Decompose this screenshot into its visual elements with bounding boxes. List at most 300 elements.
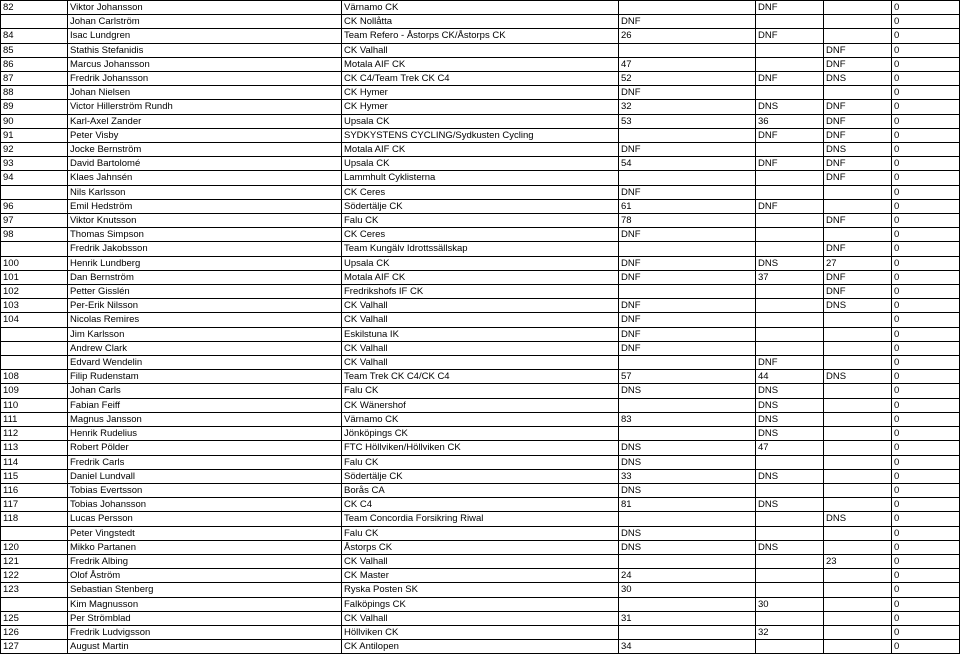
club-cell: Värnamo CK: [342, 412, 619, 426]
race2-cell: [756, 57, 824, 71]
race2-cell: DNF: [756, 356, 824, 370]
rider-name-cell: Nicolas Remires: [68, 313, 342, 327]
rider-name-cell: Fabian Feiff: [68, 398, 342, 412]
club-cell: Södertälje CK: [342, 469, 619, 483]
race1-cell: DNF: [619, 86, 756, 100]
rider-name-cell: Viktor Johansson: [68, 1, 342, 15]
rider-name-cell: Victor Hillerström Rundh: [68, 100, 342, 114]
club-cell: Fredrikshofs IF CK: [342, 285, 619, 299]
club-cell: Upsala CK: [342, 256, 619, 270]
points-cell: 0: [892, 469, 960, 483]
race3-cell: [824, 625, 892, 639]
table-row: [1, 625, 960, 639]
table-row: [1, 455, 960, 469]
race2-cell: DNS: [756, 398, 824, 412]
place-cell: [1, 242, 68, 256]
race3-cell: [824, 483, 892, 497]
race3-cell: [824, 583, 892, 597]
points-cell: 0: [892, 114, 960, 128]
rider-name-cell: Tobias Evertsson: [68, 483, 342, 497]
race2-cell: [756, 554, 824, 568]
race2-cell: DNF: [756, 128, 824, 142]
race1-cell: [619, 128, 756, 142]
club-cell: Falu CK: [342, 455, 619, 469]
table-row: [1, 370, 960, 384]
place-cell: 112: [1, 427, 68, 441]
race2-cell: 36: [756, 114, 824, 128]
table-row: [1, 114, 960, 128]
club-cell: Motala AIF CK: [342, 57, 619, 71]
place-cell: 118: [1, 512, 68, 526]
place-cell: 91: [1, 128, 68, 142]
race2-cell: [756, 569, 824, 583]
club-cell: Borås CA: [342, 483, 619, 497]
rider-name-cell: Robert Pölder: [68, 441, 342, 455]
race1-cell: DNF: [619, 341, 756, 355]
club-cell: CK Master: [342, 569, 619, 583]
race2-cell: [756, 242, 824, 256]
club-cell: CK Antilopen: [342, 640, 619, 654]
race2-cell: [756, 171, 824, 185]
race1-cell: DNF: [619, 313, 756, 327]
race2-cell: 44: [756, 370, 824, 384]
points-cell: 0: [892, 228, 960, 242]
race3-cell: [824, 427, 892, 441]
table-row: [1, 441, 960, 455]
race2-cell: [756, 86, 824, 100]
place-cell: 96: [1, 199, 68, 213]
place-cell: 117: [1, 498, 68, 512]
race3-cell: [824, 398, 892, 412]
place-cell: [1, 185, 68, 199]
race1-cell: DNS: [619, 455, 756, 469]
club-cell: Värnamo CK: [342, 1, 619, 15]
race3-cell: [824, 86, 892, 100]
race3-cell: DNS: [824, 143, 892, 157]
table-row: [1, 569, 960, 583]
club-cell: CK Ceres: [342, 228, 619, 242]
place-cell: [1, 341, 68, 355]
rider-name-cell: Johan Carls: [68, 384, 342, 398]
place-cell: 113: [1, 441, 68, 455]
table-row: [1, 143, 960, 157]
race3-cell: [824, 469, 892, 483]
club-cell: Upsala CK: [342, 114, 619, 128]
club-cell: Team Kungälv Idrottssällskap: [342, 242, 619, 256]
place-cell: 97: [1, 214, 68, 228]
table-row: [1, 427, 960, 441]
race3-cell: DNF: [824, 128, 892, 142]
race3-cell: [824, 199, 892, 213]
place-cell: 103: [1, 299, 68, 313]
results-body: [1, 1, 960, 654]
rider-name-cell: Nils Karlsson: [68, 185, 342, 199]
rider-name-cell: Isac Lundgren: [68, 29, 342, 43]
rider-name-cell: Jim Karlsson: [68, 327, 342, 341]
place-cell: 115: [1, 469, 68, 483]
table-row: [1, 72, 960, 86]
place-cell: [1, 15, 68, 29]
club-cell: CK Valhall: [342, 299, 619, 313]
points-cell: 0: [892, 72, 960, 86]
race1-cell: 53: [619, 114, 756, 128]
club-cell: Motala AIF CK: [342, 270, 619, 284]
rider-name-cell: Edvard Wendelin: [68, 356, 342, 370]
race1-cell: [619, 242, 756, 256]
rider-name-cell: Marcus Johansson: [68, 57, 342, 71]
race1-cell: [619, 554, 756, 568]
club-cell: CK Hymer: [342, 86, 619, 100]
table-row: [1, 412, 960, 426]
race2-cell: [756, 185, 824, 199]
race2-cell: 32: [756, 625, 824, 639]
race3-cell: [824, 640, 892, 654]
race2-cell: [756, 299, 824, 313]
race3-cell: DNS: [824, 512, 892, 526]
race2-cell: [756, 214, 824, 228]
race2-cell: [756, 483, 824, 497]
table-row: [1, 327, 960, 341]
rider-name-cell: David Bartolomé: [68, 157, 342, 171]
race1-cell: DNS: [619, 441, 756, 455]
rider-name-cell: Emil Hedström: [68, 199, 342, 213]
race1-cell: 57: [619, 370, 756, 384]
race1-cell: 26: [619, 29, 756, 43]
club-cell: CK Valhall: [342, 554, 619, 568]
place-cell: 122: [1, 569, 68, 583]
place-cell: 110: [1, 398, 68, 412]
race1-cell: [619, 597, 756, 611]
race2-cell: [756, 583, 824, 597]
club-cell: CK Valhall: [342, 611, 619, 625]
points-cell: 0: [892, 214, 960, 228]
race1-cell: 83: [619, 412, 756, 426]
race3-cell: DNF: [824, 171, 892, 185]
race1-cell: 54: [619, 157, 756, 171]
race2-cell: [756, 611, 824, 625]
points-cell: 0: [892, 299, 960, 313]
place-cell: 126: [1, 625, 68, 639]
table-row: [1, 100, 960, 114]
place-cell: 111: [1, 412, 68, 426]
race1-cell: 52: [619, 72, 756, 86]
rider-name-cell: Per-Erik Nilsson: [68, 299, 342, 313]
race2-cell: DNS: [756, 469, 824, 483]
points-cell: 0: [892, 512, 960, 526]
points-cell: 0: [892, 327, 960, 341]
rider-name-cell: Fredrik Johansson: [68, 72, 342, 86]
table-row: [1, 526, 960, 540]
table-row: [1, 43, 960, 57]
race2-cell: DNF: [756, 199, 824, 213]
place-cell: 82: [1, 1, 68, 15]
table-row: [1, 356, 960, 370]
table-row: [1, 611, 960, 625]
race2-cell: DNS: [756, 384, 824, 398]
race2-cell: [756, 228, 824, 242]
rider-name-cell: Fredrik Albing: [68, 554, 342, 568]
club-cell: CK Wänershof: [342, 398, 619, 412]
points-cell: 0: [892, 441, 960, 455]
points-cell: 0: [892, 597, 960, 611]
rider-name-cell: Peter Visby: [68, 128, 342, 142]
rider-name-cell: Viktor Knutsson: [68, 214, 342, 228]
race3-cell: [824, 313, 892, 327]
rider-name-cell: Daniel Lundvall: [68, 469, 342, 483]
place-cell: 108: [1, 370, 68, 384]
race3-cell: [824, 540, 892, 554]
rider-name-cell: Lucas Persson: [68, 512, 342, 526]
points-cell: 0: [892, 611, 960, 625]
points-cell: 0: [892, 412, 960, 426]
race2-cell: [756, 143, 824, 157]
race1-cell: DNS: [619, 483, 756, 497]
race1-cell: [619, 427, 756, 441]
race2-cell: DNF: [756, 72, 824, 86]
points-cell: 0: [892, 15, 960, 29]
rider-name-cell: Karl-Axel Zander: [68, 114, 342, 128]
race3-cell: [824, 29, 892, 43]
race3-cell: [824, 526, 892, 540]
club-cell: Falu CK: [342, 526, 619, 540]
race2-cell: 30: [756, 597, 824, 611]
rider-name-cell: Fredrik Ludvigsson: [68, 625, 342, 639]
points-cell: 0: [892, 256, 960, 270]
points-cell: 0: [892, 29, 960, 43]
race2-cell: DNS: [756, 427, 824, 441]
club-cell: CK Valhall: [342, 341, 619, 355]
points-cell: 0: [892, 285, 960, 299]
race2-cell: 37: [756, 270, 824, 284]
points-cell: 0: [892, 157, 960, 171]
place-cell: 125: [1, 611, 68, 625]
place-cell: 109: [1, 384, 68, 398]
club-cell: CK Valhall: [342, 43, 619, 57]
race3-cell: [824, 611, 892, 625]
race3-cell: DNF: [824, 100, 892, 114]
rider-name-cell: Magnus Jansson: [68, 412, 342, 426]
table-row: [1, 597, 960, 611]
table-row: [1, 285, 960, 299]
table-row: [1, 256, 960, 270]
race1-cell: [619, 356, 756, 370]
table-row: [1, 228, 960, 242]
club-cell: Eskilstuna IK: [342, 327, 619, 341]
club-cell: Ryska Posten SK: [342, 583, 619, 597]
club-cell: Falköpings CK: [342, 597, 619, 611]
race3-cell: [824, 384, 892, 398]
club-cell: Motala AIF CK: [342, 143, 619, 157]
table-row: [1, 242, 960, 256]
rider-name-cell: Per Strömblad: [68, 611, 342, 625]
rider-name-cell: Kim Magnusson: [68, 597, 342, 611]
race3-cell: DNS: [824, 72, 892, 86]
place-cell: 121: [1, 554, 68, 568]
points-cell: 0: [892, 384, 960, 398]
points-cell: 0: [892, 356, 960, 370]
race1-cell: DNF: [619, 270, 756, 284]
race1-cell: DNF: [619, 143, 756, 157]
race3-cell: DNF: [824, 285, 892, 299]
race1-cell: 47: [619, 57, 756, 71]
points-cell: 0: [892, 199, 960, 213]
race3-cell: [824, 327, 892, 341]
race2-cell: DNS: [756, 412, 824, 426]
points-cell: 0: [892, 86, 960, 100]
race1-cell: [619, 512, 756, 526]
points-cell: 0: [892, 43, 960, 57]
race2-cell: [756, 512, 824, 526]
table-row: [1, 15, 960, 29]
points-cell: 0: [892, 313, 960, 327]
race3-cell: [824, 441, 892, 455]
table-row: [1, 554, 960, 568]
race1-cell: DNF: [619, 299, 756, 313]
race3-cell: DNF: [824, 43, 892, 57]
race1-cell: DNF: [619, 15, 756, 29]
table-row: [1, 185, 960, 199]
place-cell: 100: [1, 256, 68, 270]
place-cell: 114: [1, 455, 68, 469]
rider-name-cell: Mikko Partanen: [68, 540, 342, 554]
table-row: [1, 384, 960, 398]
race1-cell: 33: [619, 469, 756, 483]
club-cell: Höllviken CK: [342, 625, 619, 639]
club-cell: Falu CK: [342, 384, 619, 398]
points-cell: 0: [892, 625, 960, 639]
race3-cell: DNF: [824, 114, 892, 128]
place-cell: 93: [1, 157, 68, 171]
rider-name-cell: Henrik Lundberg: [68, 256, 342, 270]
race2-cell: DNS: [756, 256, 824, 270]
race1-cell: DNF: [619, 256, 756, 270]
place-cell: 123: [1, 583, 68, 597]
rider-name-cell: Fredrik Jakobsson: [68, 242, 342, 256]
race2-cell: [756, 341, 824, 355]
club-cell: Södertälje CK: [342, 199, 619, 213]
place-cell: [1, 526, 68, 540]
rider-name-cell: Andrew Clark: [68, 341, 342, 355]
points-cell: 0: [892, 483, 960, 497]
club-cell: CK Nollåtta: [342, 15, 619, 29]
race3-cell: [824, 455, 892, 469]
rider-name-cell: Olof Åström: [68, 569, 342, 583]
place-cell: 94: [1, 171, 68, 185]
club-cell: CK Ceres: [342, 185, 619, 199]
club-cell: Upsala CK: [342, 157, 619, 171]
table-row: [1, 540, 960, 554]
race3-cell: [824, 412, 892, 426]
table-row: [1, 483, 960, 497]
rider-name-cell: Stathis Stefanidis: [68, 43, 342, 57]
race2-cell: DNF: [756, 1, 824, 15]
table-row: [1, 469, 960, 483]
race3-cell: DNS: [824, 370, 892, 384]
rider-name-cell: Fredrik Carls: [68, 455, 342, 469]
points-cell: 0: [892, 185, 960, 199]
rider-name-cell: Thomas Simpson: [68, 228, 342, 242]
race1-cell: DNF: [619, 327, 756, 341]
race3-cell: [824, 1, 892, 15]
club-cell: Jönköpings CK: [342, 427, 619, 441]
race2-cell: DNS: [756, 100, 824, 114]
race3-cell: 27: [824, 256, 892, 270]
place-cell: 86: [1, 57, 68, 71]
club-cell: Falu CK: [342, 214, 619, 228]
race3-cell: DNF: [824, 157, 892, 171]
points-cell: 0: [892, 398, 960, 412]
club-cell: Team Concordia Forsikring Riwal: [342, 512, 619, 526]
table-row: [1, 199, 960, 213]
points-cell: 0: [892, 57, 960, 71]
race1-cell: DNS: [619, 384, 756, 398]
place-cell: 92: [1, 143, 68, 157]
table-row: [1, 313, 960, 327]
race1-cell: 24: [619, 569, 756, 583]
club-cell: Team Refero - Åstorps CK/Åstorps CK: [342, 29, 619, 43]
club-cell: Team Trek CK C4/CK C4: [342, 370, 619, 384]
rider-name-cell: August Martin: [68, 640, 342, 654]
race3-cell: [824, 597, 892, 611]
points-cell: 0: [892, 540, 960, 554]
points-cell: 0: [892, 100, 960, 114]
table-row: [1, 640, 960, 654]
table-row: [1, 57, 960, 71]
race1-cell: [619, 1, 756, 15]
place-cell: 101: [1, 270, 68, 284]
race1-cell: [619, 285, 756, 299]
race2-cell: DNF: [756, 157, 824, 171]
table-row: [1, 128, 960, 142]
race1-cell: [619, 625, 756, 639]
race2-cell: [756, 285, 824, 299]
race2-cell: [756, 43, 824, 57]
race3-cell: DNF: [824, 242, 892, 256]
points-cell: 0: [892, 569, 960, 583]
rider-name-cell: Filip Rudenstam: [68, 370, 342, 384]
race3-cell: [824, 185, 892, 199]
race1-cell: 32: [619, 100, 756, 114]
table-row: [1, 1, 960, 15]
points-cell: 0: [892, 554, 960, 568]
points-cell: 0: [892, 427, 960, 441]
race1-cell: 30: [619, 583, 756, 597]
race3-cell: [824, 356, 892, 370]
place-cell: [1, 327, 68, 341]
race1-cell: [619, 171, 756, 185]
points-cell: 0: [892, 370, 960, 384]
race1-cell: 31: [619, 611, 756, 625]
table-row: [1, 171, 960, 185]
race1-cell: DNF: [619, 185, 756, 199]
points-cell: 0: [892, 128, 960, 142]
place-cell: 90: [1, 114, 68, 128]
race1-cell: 78: [619, 214, 756, 228]
place-cell: 98: [1, 228, 68, 242]
table-row: [1, 583, 960, 597]
race3-cell: DNF: [824, 270, 892, 284]
place-cell: 127: [1, 640, 68, 654]
points-cell: 0: [892, 1, 960, 15]
place-cell: [1, 356, 68, 370]
points-cell: 0: [892, 270, 960, 284]
race3-cell: DNS: [824, 299, 892, 313]
race2-cell: [756, 640, 824, 654]
race3-cell: [824, 498, 892, 512]
points-cell: 0: [892, 455, 960, 469]
race1-cell: 61: [619, 199, 756, 213]
club-cell: SYDKYSTENS CYCLING/Sydkusten Cycling: [342, 128, 619, 142]
